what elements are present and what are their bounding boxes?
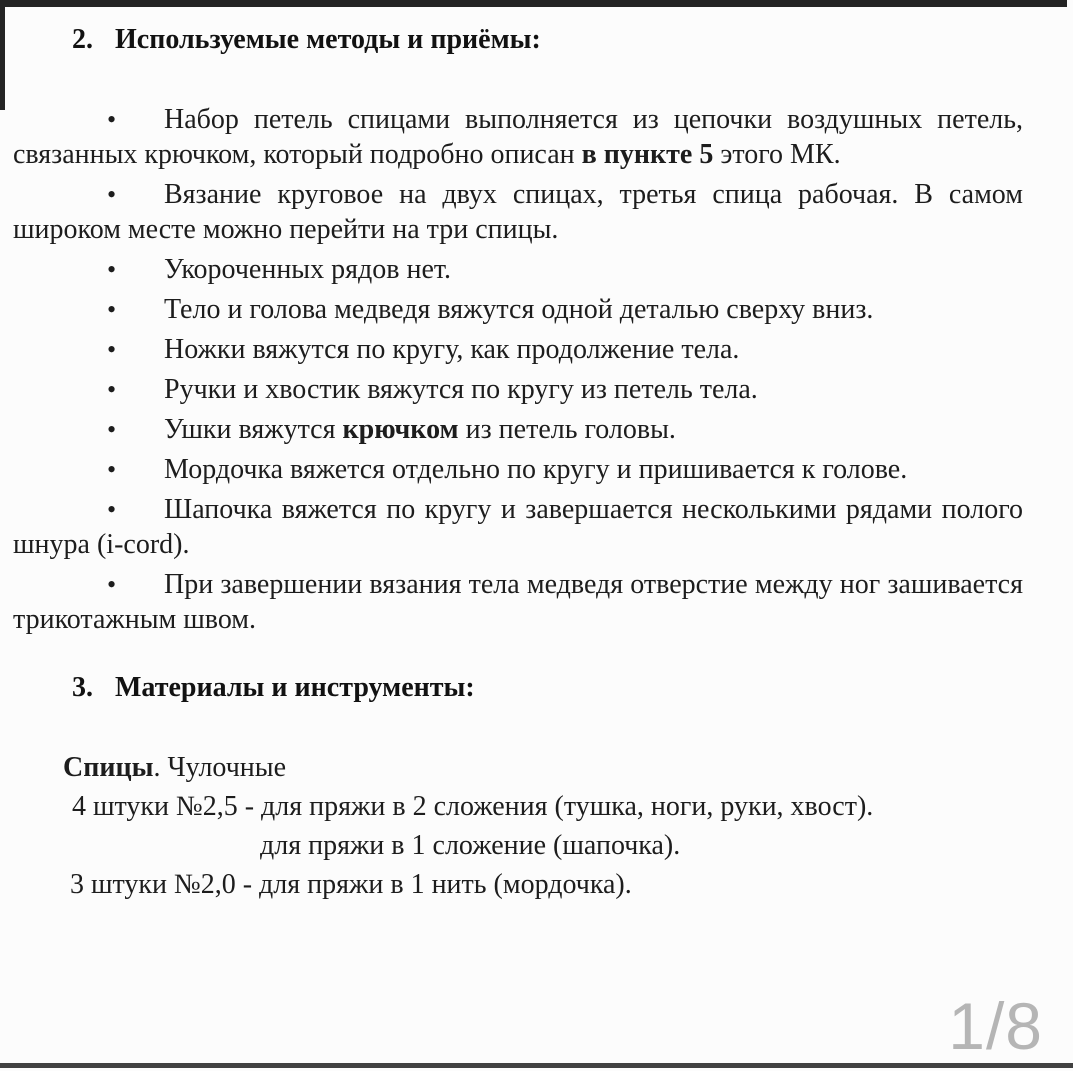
list-item-text: Вязание круговое на двух спицах, третья спица рабочая. В самом широком месте можно перейти на три спицы.: [13, 179, 1023, 245]
section-heading-methods: [13, 22, 1023, 57]
bullet-icon: •: [107, 335, 117, 364]
list-item-text: Ушки вяжутся: [164, 414, 343, 445]
list-item-text: Шапочка вяжется по кругу и завершается несколькими рядами полого шнура (i-cord).: [13, 494, 1023, 560]
methods-bullet-list: [13, 102, 1023, 637]
materials-line: 4 штуки №2,5 - для пряжи в 2 сложения (тушка, ноги, руки, хвост).: [72, 791, 874, 822]
list-item: [13, 102, 1023, 172]
materials-label: Спицы: [63, 752, 154, 783]
bullet-icon: •: [107, 255, 117, 284]
list-item-text: Ножки вяжутся по кругу, как продолжение тела.: [164, 334, 740, 365]
materials-label-rest: . Чулочные: [153, 752, 287, 783]
page-indicator: 1/8: [948, 989, 1043, 1063]
list-item-text: Ручки и хвостик вяжутся по кругу из петель тела.: [164, 374, 758, 405]
materials-line: для пряжи в 1 сложение (шапочка).: [260, 830, 681, 861]
section-number: 3.: [72, 672, 93, 703]
list-item: [13, 252, 1023, 287]
list-item-text: Тело и голова медведя вяжутся одной деталью сверху вниз.: [164, 294, 874, 325]
list-item: [13, 372, 1023, 407]
bullet-icon: •: [107, 105, 117, 134]
list-item: [13, 292, 1023, 327]
list-item-text: Укороченных рядов нет.: [164, 254, 451, 285]
list-item: [13, 412, 1023, 447]
list-item: [13, 567, 1023, 637]
list-item-text: При завершении вязания тела медведя отверстие между ног зашивается трикотажным швом.: [13, 569, 1023, 635]
list-item-text: из петель головы.: [458, 414, 676, 445]
bullet-icon: •: [107, 495, 117, 524]
bullet-icon: •: [107, 180, 117, 209]
section-heading-materials: [13, 670, 1023, 705]
list-item: [13, 332, 1023, 367]
section-title: Используемые методы и приёмы:: [115, 24, 541, 55]
section-number: 2.: [72, 24, 93, 55]
list-item-text: Мордочка вяжется отдельно по кругу и пришивается к голове.: [164, 454, 908, 485]
list-item-text: этого МК.: [713, 139, 841, 170]
list-item: [13, 452, 1023, 487]
materials-block: [13, 748, 1023, 904]
materials-needles-line: [13, 748, 1023, 787]
list-item: [13, 177, 1023, 247]
list-item-text: Набор петель спицами выполняется из цепочки воздушных петель, связанных крючком, который подробно описан: [13, 104, 1023, 170]
bullet-icon: •: [107, 375, 117, 404]
section-title: Материалы и инструменты:: [115, 672, 475, 703]
list-item-bold-text: крючком: [342, 414, 459, 445]
bullet-icon: •: [107, 455, 117, 484]
bullet-icon: •: [107, 295, 117, 324]
list-item: [13, 492, 1023, 562]
bullet-icon: •: [107, 570, 117, 599]
bullet-icon: •: [107, 415, 117, 444]
materials-line: 3 штуки №2,0 - для пряжи в 1 нить (мордочка).: [70, 869, 632, 900]
list-item-bold-text: в пункте 5: [581, 139, 714, 170]
